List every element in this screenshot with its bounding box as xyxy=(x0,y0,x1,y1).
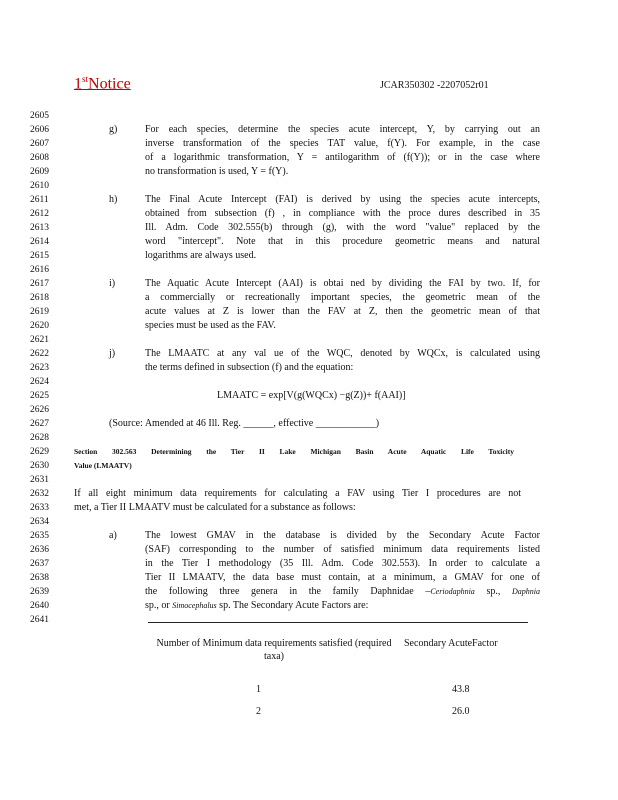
line-number: 2623 xyxy=(30,363,49,373)
line-number: 2634 xyxy=(30,517,49,527)
text-line: of a logarithmic transformation, Y = antilogarithm of (f(Y)); or in the case where xyxy=(145,152,540,163)
line-number: 2621 xyxy=(30,335,49,345)
line-number: 2627 xyxy=(30,419,49,429)
line-number: 2622 xyxy=(30,349,49,359)
text-line: obtained from subsection (f) , in compliance with the proce dures described in 35 xyxy=(145,208,540,219)
line-number: 2641 xyxy=(30,615,49,625)
line-number: 2626 xyxy=(30,405,49,415)
text-line: logarithms are always used. xyxy=(145,250,257,261)
line-number: 2635 xyxy=(30,531,49,541)
line-number: 2638 xyxy=(30,573,49,583)
section-heading-cont: Value (LMAATV) xyxy=(74,461,132,470)
line-number: 2639 xyxy=(30,587,49,597)
text-line: The LMAATC at any val ue of the WQC, denoted by WQCx, is calculated using xyxy=(145,348,540,359)
text-line: the terms defined in subsection (f) and the equation: xyxy=(145,362,354,373)
text-line: no transformation is used, Y = f(Y). xyxy=(145,166,289,177)
item-label: i) xyxy=(109,278,116,289)
text-line: the following three genera in the family Daphnidae –Ceriodaphnia sp., Daphnia xyxy=(145,586,540,597)
item-label: j) xyxy=(109,348,116,359)
source-note: (Source: Amended at 46 Ill. Reg. ______, effective ____________) xyxy=(109,418,380,429)
line-number: 2618 xyxy=(30,293,49,303)
line-number: 2631 xyxy=(30,475,49,485)
line-number: 2619 xyxy=(30,307,49,317)
line-number: 2608 xyxy=(30,153,49,163)
table-cell-n: 2 xyxy=(256,706,261,717)
line-number: 2629 xyxy=(30,447,49,457)
line-number: 2610 xyxy=(30,181,49,191)
line-number: 2607 xyxy=(30,139,49,149)
line-number: 2612 xyxy=(30,209,49,219)
section-heading: Section 302.563 Determining the Tier II Lake Michigan Basin Acute Aquatic Life Toxicity xyxy=(74,447,514,456)
text-line: Ill. Adm. Code 302.555(b) through (g), with the word "value" replaced by the xyxy=(145,222,540,233)
text-line: inverse transformation of the species TAT value, f(Y). For example, in the case xyxy=(145,138,540,149)
line-number: 2624 xyxy=(30,377,49,387)
notice-label: 1stNotice xyxy=(74,74,131,93)
text-line: (SAF) corresponding to the number of satisfied minimum data requirements listed xyxy=(145,544,540,555)
text-line: a commercially or recreationally important species, the geometric mean of the xyxy=(145,292,540,303)
intro-line: met, a Tier II LMAATV must be calculated for a substance as follows: xyxy=(74,502,356,513)
text-line: sp., or Simocephalus sp. The Secondary Acute Factors are: xyxy=(145,600,369,611)
line-number: 2632 xyxy=(30,489,49,499)
text-line: species must be used as the FAV. xyxy=(145,320,276,331)
text-line: The Final Acute Intercept (FAI) is derived by using the species acute intercepts, xyxy=(145,194,540,205)
line-number: 2611 xyxy=(30,195,49,205)
item-label: a) xyxy=(109,530,117,541)
item-label: h) xyxy=(109,194,118,205)
line-number: 2616 xyxy=(30,265,49,275)
line-number: 2636 xyxy=(30,545,49,555)
line-number: 2630 xyxy=(30,461,49,471)
document-id: JCAR350302 -2207052r01 xyxy=(380,80,489,91)
line-number: 2614 xyxy=(30,237,49,247)
item-label: g) xyxy=(109,124,118,135)
line-number: 2606 xyxy=(30,125,49,135)
text-line: The Aquatic Acute Intercept (AAI) is obtai ned by dividing the FAI by two. If, for xyxy=(145,278,540,289)
line-number: 2617 xyxy=(30,279,49,289)
text-line: Tier II LMAATV, the data base must contain, at a minimum, a GMAV for one of xyxy=(145,572,540,583)
text-line: in the Tier I methodology (35 Ill. Adm. Code 302.553). In order to calculate a xyxy=(145,558,540,569)
table-cell-n: 1 xyxy=(256,684,261,695)
equation: LMAATC = exp[V(g(WQCx) −g(Z))+ f(AAI)] xyxy=(217,390,406,401)
table-top-rule xyxy=(148,622,528,623)
text-line: For each species, determine the species acute intercept, Y, by carrying out an xyxy=(145,124,540,135)
table-header-requirements: Number of Minimum data requirements satisfied (required taxa) xyxy=(156,638,392,662)
genus-name: Daphnia xyxy=(512,587,540,596)
table-cell-factor: 43.8 xyxy=(452,684,470,695)
line-number: 2637 xyxy=(30,559,49,569)
line-number: 2615 xyxy=(30,251,49,261)
line-number: 2605 xyxy=(30,111,49,121)
text-line: The lowest GMAV in the database is divided by the Secondary Acute Factor xyxy=(145,530,540,541)
line-number: 2628 xyxy=(30,433,49,443)
intro-line: If all eight minimum data requirements for calculating a FAV using Tier I procedures are not xyxy=(74,488,521,499)
line-number: 2609 xyxy=(30,167,49,177)
table-header-factor: Secondary AcuteFactor xyxy=(404,638,498,649)
line-number: 2613 xyxy=(30,223,49,233)
line-number: 2620 xyxy=(30,321,49,331)
line-number: 2640 xyxy=(30,601,49,611)
line-number: 2625 xyxy=(30,391,49,401)
genus-name: Simocephalus xyxy=(172,601,217,610)
line-number: 2633 xyxy=(30,503,49,513)
text-line: word "intercept". Note that in this procedure geometric means and natural xyxy=(145,236,540,247)
genus-name: Ceriodaphnia xyxy=(430,587,475,596)
text-line: acute values at Z is lower than the FAV at Z, then the geometric mean of that xyxy=(145,306,540,317)
table-cell-factor: 26.0 xyxy=(452,706,470,717)
